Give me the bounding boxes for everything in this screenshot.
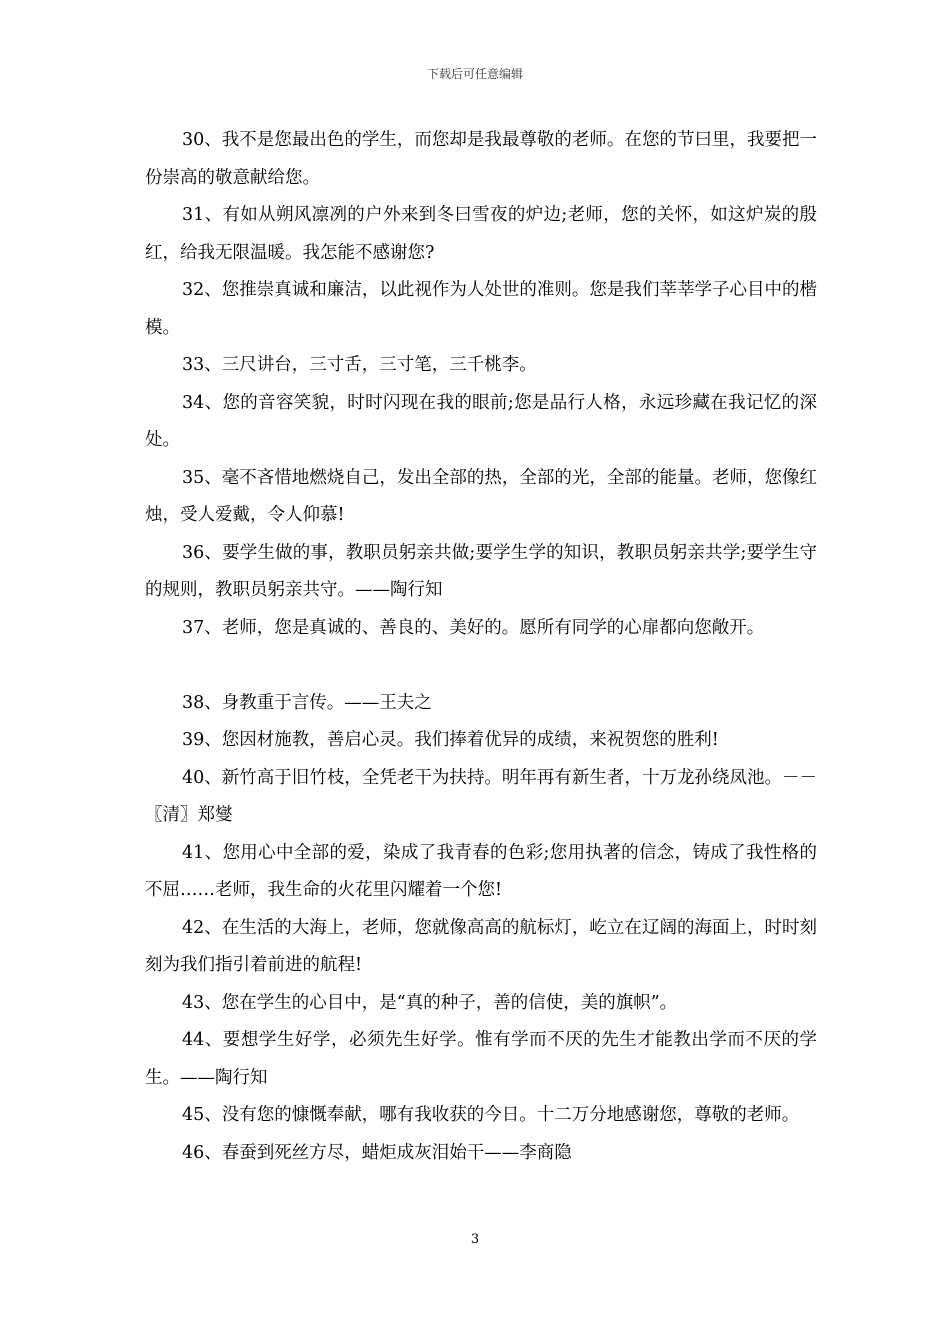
paragraph-41: 41、您用心中全部的爱，染成了我青春的色彩;您用执著的信念，铸成了我性格的不屈……老师，我生命的火花里闪耀着一个您! [145, 842, 817, 900]
document-body [145, 122, 817, 1172]
paragraph-45: 45、没有您的慷慨奉献，哪有我收获的今日。十二万分地感谢您，尊敬的老师。 [182, 1105, 800, 1125]
paragraph-37: 37、老师，您是真诚的、善良的、美好的。愿所有同学的心扉都向您敞开。 [182, 617, 765, 638]
paragraph-31: 31、有如从朔风凛冽的户外来到冬曰雪夜的炉边;老师，您的关怀，如这炉炭的殷红，给我无限温暖。我怎能不感谢您? [145, 205, 817, 263]
paragraph-38: 38、身教重于言传。——王夫之 [182, 692, 432, 713]
paragraph-30: 30、我不是您最出色的学生，而您却是我最尊敬的老师。在您的节曰里，我要把一份崇高的敬意献给您。 [145, 130, 817, 188]
page-header: 下载后可任意编辑 [426, 67, 523, 81]
paragraph-46: 46、春蚕到死丝方尽，蜡炬成灰泪始干——李商隐 [182, 1142, 572, 1163]
paragraph-33: 33、三尺讲台，三寸舌，三寸笔，三千桃李。 [182, 355, 537, 375]
paragraph-40: 40、新竹高于旧竹枝，全凭老干为扶持。明年再有新生者，十万龙孙绕凤池。－－〖清〗郑燮 [145, 767, 817, 825]
paragraph-34: 34、您的音容笑貌，时时闪现在我的眼前;您是品行人格，永远珍藏在我记忆的深处。 [145, 392, 817, 450]
paragraph-32: 32、您推崇真诚和廉洁，以此视作为人处世的准则。您是我们莘莘学子心目中的楷模。 [145, 280, 817, 338]
paragraph-43: 43、您在学生的心目中，是“真的种子，善的信使，美的旗帜”。 [182, 992, 678, 1013]
page-number: 3 [470, 1232, 480, 1247]
paragraph-42: 42、在生活的大海上，老师，您就像高高的航标灯，屹立在辽阔的海面上，时时刻刻为我们指引着前进的航程! [145, 917, 817, 975]
paragraph-39: 39、您因材施教，善启心灵。我们捧着优异的成绩，来祝贺您的胜利! [182, 730, 719, 750]
paragraph-36: 36、要学生做的事，教职员躬亲共做;要学生学的知识，教职员躬亲共学;要学生守的规则，教职员躬亲共守。——陶行知 [145, 542, 817, 600]
paragraph-44: 44、要想学生好学，必须先生好学。惟有学而不厌的先生才能教出学而不厌的学生。——陶行知 [145, 1030, 817, 1088]
paragraph-35: 35、毫不吝惜地燃烧自己，发出全部的热，全部的光，全部的能量。老师，您像红烛，受人爱戴，令人仰慕! [145, 467, 817, 525]
